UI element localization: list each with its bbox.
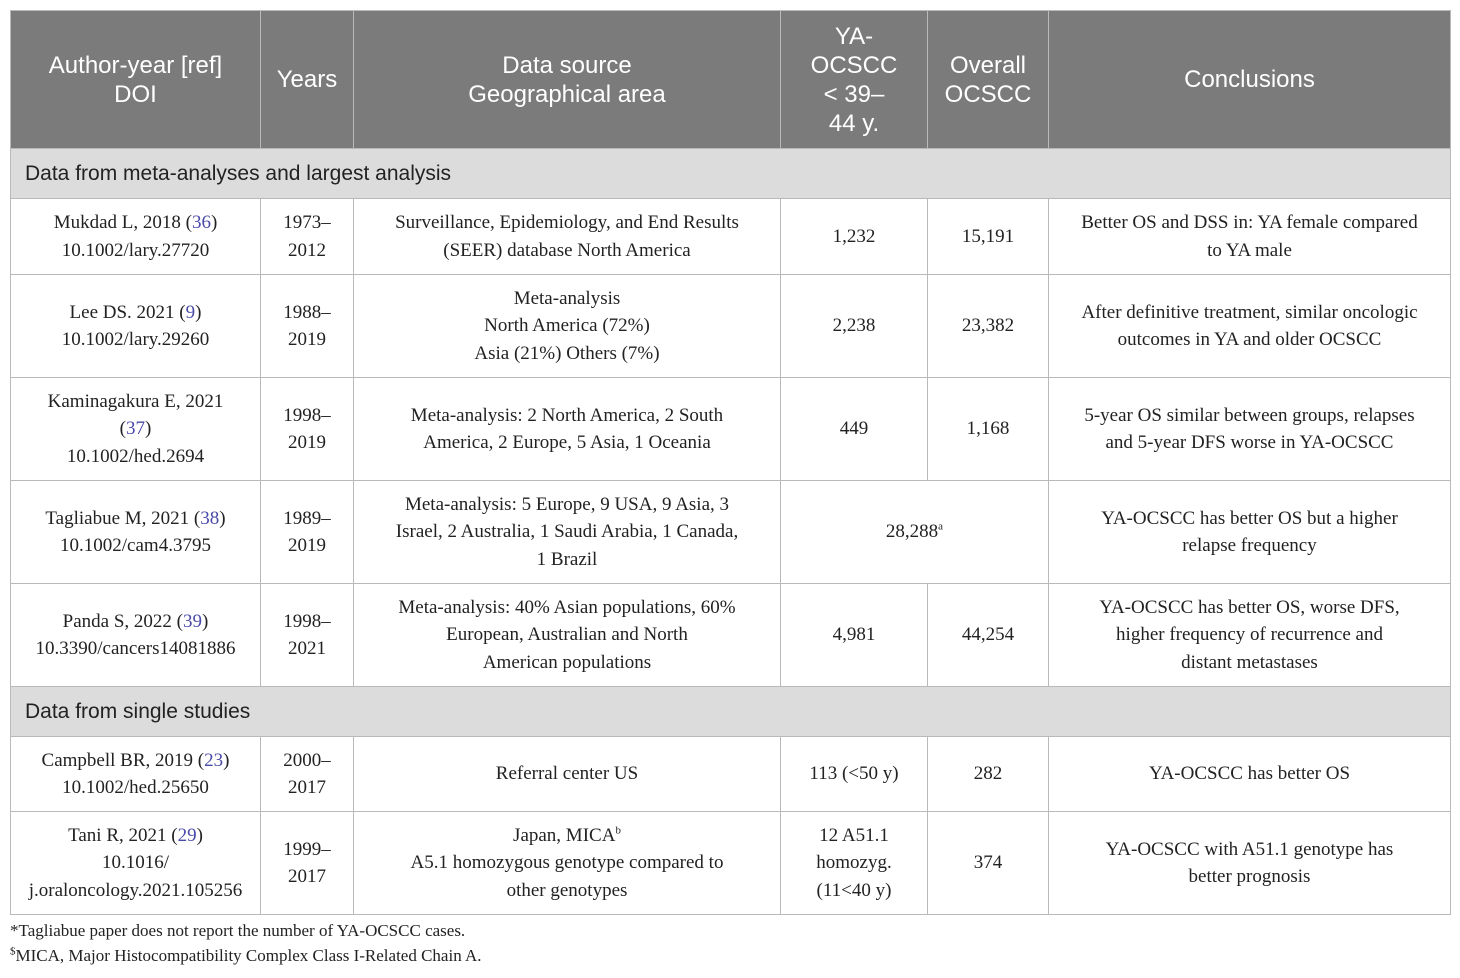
reference-link[interactable]: 39 <box>183 610 202 632</box>
years-cell: 1989– 2019 <box>261 481 354 584</box>
ya-cell: 449 <box>781 378 928 481</box>
table-container <box>10 10 1450 915</box>
years-cell: 1998– 2019 <box>261 378 354 481</box>
reference-link[interactable]: 37 <box>126 418 145 440</box>
table-footnotes <box>10 918 1450 968</box>
source-cell: Surveillance, Epidemiology, and End Results (SEER) database North America <box>354 199 781 275</box>
overall-cell: 15,191 <box>928 199 1049 275</box>
reference-link[interactable]: 38 <box>200 507 220 529</box>
combined-count-cell: 28,288$^a$ <box>781 481 1049 584</box>
ya-cell: 4,981 <box>781 584 928 687</box>
conclusions-cell: YA-OCSCC has better OS <box>1049 737 1451 812</box>
source-cell: Japan, MICA$^b$ A5.1 homozygous genotype compared to other genotypes <box>354 812 781 915</box>
footnote-marker: a <box>938 520 944 533</box>
doi: 10.3390/cancers14081886 <box>35 638 236 659</box>
author-cell: Kaminagakura E, 2021 (37) 10.1002/hed.2694 <box>11 378 261 481</box>
doi: 10.1002/hed.25650 <box>62 777 209 798</box>
reference-link[interactable]: 36 <box>191 212 211 233</box>
reference-link[interactable]: 29 <box>177 824 197 846</box>
table-row <box>11 378 1451 481</box>
footnote-b: $MICA, Major Histocompatibility Complex Class I-Related Chain A. <box>10 945 482 965</box>
ya-cell: 2,238 <box>781 275 928 378</box>
author-cell: Panda S, 2022 (39) 10.3390/cancers14081886 <box>11 584 261 687</box>
conclusions-cell: YA-OCSCC has better OS but a higher relapse frequency <box>1049 481 1451 584</box>
overall-cell: 44,254 <box>928 584 1049 687</box>
table-row <box>11 737 1451 812</box>
years-cell: 1998– 2021 <box>261 584 354 687</box>
table-row <box>11 481 1451 584</box>
years-cell: 1999– 2017 <box>261 812 354 915</box>
overall-cell: 1,168 <box>928 378 1049 481</box>
reference-link[interactable]: 23 <box>204 749 224 771</box>
header-author: Author-year [ref] DOI <box>11 11 261 149</box>
section-title: Data from single studies <box>11 687 1451 737</box>
source-cell: Meta-analysis North America (72%) Asia (21%) Others (7%) <box>354 275 781 378</box>
conclusions-cell: YA-OCSCC has better OS, worse DFS, higher frequency of recurrence and distant metastases <box>1049 584 1451 687</box>
doi: 10.1002/lary.27720 <box>61 239 210 261</box>
conclusions-cell: YA-OCSCC with A51.1 genotype has better prognosis <box>1049 812 1451 915</box>
section-title: Data from meta-analyses and largest analysis <box>11 149 1451 199</box>
source-cell: Meta-analysis: 40% Asian populations, 60% European, Australian and North American populations <box>354 584 781 687</box>
section-row <box>11 149 1451 199</box>
footnote-a: *Tagliabue paper does not report the number of YA-OCSCC cases. <box>10 921 466 940</box>
conclusions-cell: After definitive treatment, similar oncologic outcomes in YA and older OCSCC <box>1049 275 1451 378</box>
source-cell: Meta-analysis: 5 Europe, 9 USA, 9 Asia, 3 Israel, 2 Australia, 1 Saudi Arabia, 1 Canada, 1 Brazil <box>354 481 781 584</box>
studies-table <box>10 10 1451 915</box>
years-cell: 1973– 2012 <box>261 199 354 275</box>
author-cell: Tani R, 2021 (29) 10.1016/ j.oraloncology.2021.105256 <box>11 812 261 915</box>
author-cell: Tagliabue M, 2021 (38) 10.1002/cam4.3795 <box>11 481 261 584</box>
doi: 10.1002/cam4.3795 <box>60 535 211 556</box>
doi: 10.1002/lary.29260 <box>61 329 210 350</box>
doi: j.oraloncology.2021.105256 <box>28 879 243 901</box>
ya-cell: 12 A51.1 homozyg. (11<40 y) <box>781 812 928 915</box>
conclusions-cell: 5-year OS similar between groups, relapses and 5-year DFS worse in YA-OCSCC <box>1049 378 1451 481</box>
conclusions-cell: Better OS and DSS in: YA female compared to YA male <box>1049 199 1451 275</box>
header-years: Years <box>261 11 354 149</box>
author-cell: Lee DS. 2021 (9) 10.1002/lary.29260 <box>11 275 261 378</box>
table-row <box>11 199 1451 275</box>
footnote-marker: b <box>615 824 621 837</box>
doi: 10.1002/hed.2694 <box>66 445 205 467</box>
years-cell: 1988– 2019 <box>261 275 354 378</box>
author-cell: Campbell BR, 2019 (23) 10.1002/hed.25650 <box>11 737 261 812</box>
overall-cell: 374 <box>928 812 1049 915</box>
ya-cell: 1,232 <box>781 199 928 275</box>
source-cell: Referral center US <box>354 737 781 812</box>
doi: 10.1016/ <box>101 852 170 874</box>
header-source: Data source Geographical area <box>354 11 781 149</box>
table-row <box>11 275 1451 378</box>
section-row <box>11 687 1451 737</box>
ya-cell: 113 (<50 y) <box>781 737 928 812</box>
reference-link[interactable]: 9 <box>185 301 196 323</box>
table-row <box>11 812 1451 915</box>
header-overall-ocscc: Overall OCSCC <box>928 11 1049 149</box>
table-row <box>11 584 1451 687</box>
header-conclusions: Conclusions <box>1049 11 1451 149</box>
header-ya-ocscc: YA- OCSCC < 39– 44 y. <box>781 11 928 149</box>
overall-cell: 282 <box>928 737 1049 812</box>
overall-cell: 23,382 <box>928 275 1049 378</box>
years-cell: 2000– 2017 <box>261 737 354 812</box>
source-cell: Meta-analysis: 2 North America, 2 South America, 2 Europe, 5 Asia, 1 Oceania <box>354 378 781 481</box>
header-row <box>11 11 1451 149</box>
author-cell: Mukdad L, 2018 (36) 10.1002/lary.27720 <box>11 199 261 275</box>
